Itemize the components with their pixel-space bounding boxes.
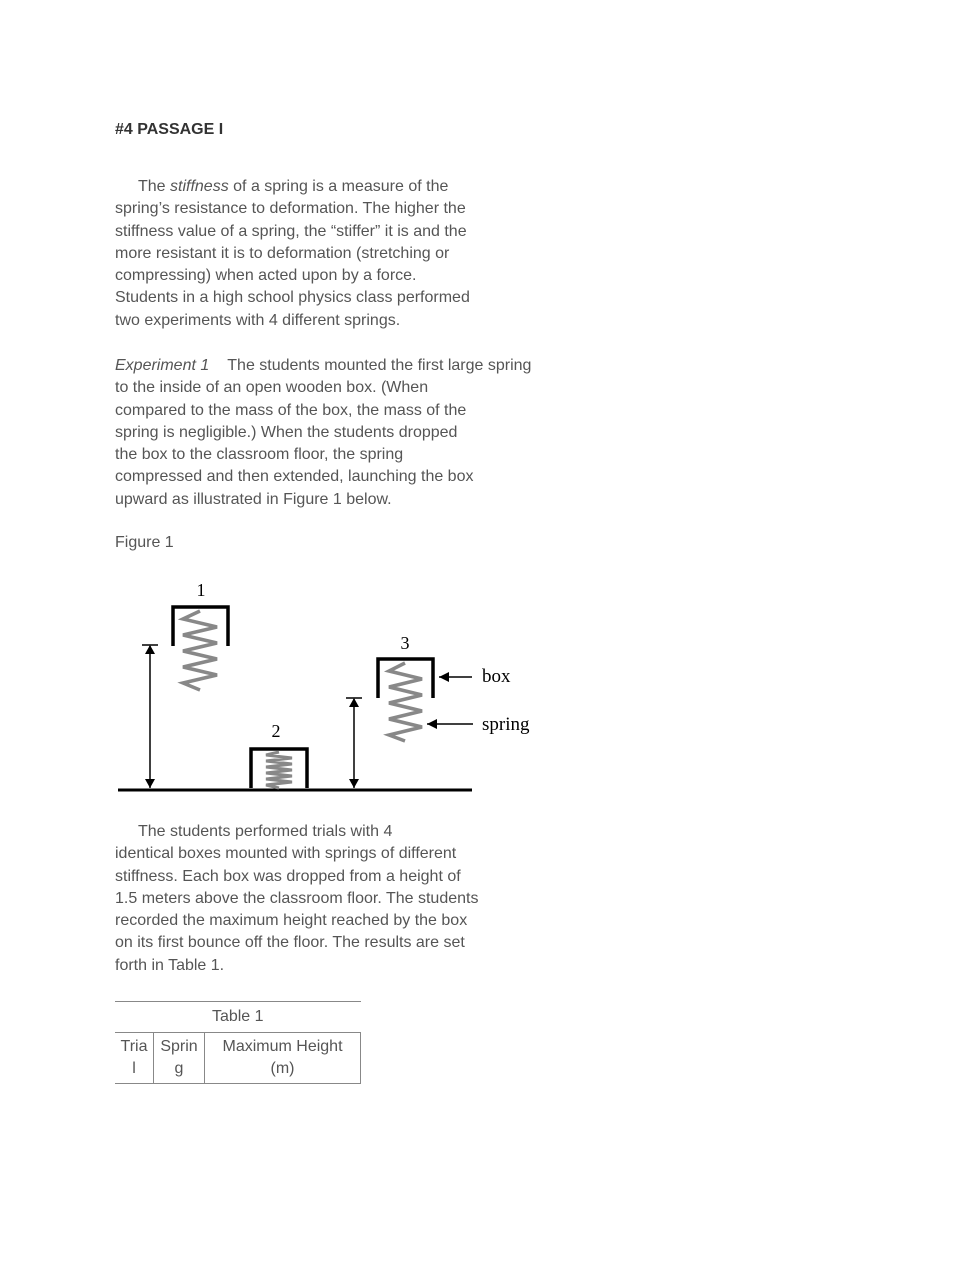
spring-pointer xyxy=(427,714,530,735)
experiment1-line-2: to the inside of an open wooden box. (When xyxy=(115,379,429,397)
header-spring: Sprin g xyxy=(154,1033,205,1084)
intro-line-2: spring’s resistance to deformation. The higher the xyxy=(115,200,466,218)
spring-extended-3 xyxy=(389,663,422,741)
experiment1-label: Experiment 1 xyxy=(115,357,210,374)
box-label: box xyxy=(482,666,511,687)
box-pointer xyxy=(439,666,511,687)
spring-compressed xyxy=(266,752,292,788)
experiment1-line-6: compressed and then extended, launching the box xyxy=(115,468,474,486)
intro-line-7: two experiments with 4 different springs. xyxy=(115,311,401,329)
table-1 xyxy=(115,1001,361,1084)
experiment1-line-3: compared to the mass of the box, the mass of the xyxy=(115,401,467,419)
experiment1-line-1: Experiment 1 The students mounted the first large spring xyxy=(115,357,532,374)
figure-caption: Figure 1 xyxy=(115,534,174,551)
box-position-2 xyxy=(251,721,307,788)
header-max-height: Maximum Height (m) xyxy=(205,1033,361,1084)
experiment1-paragraph xyxy=(115,355,531,511)
figure-1 xyxy=(115,570,555,805)
trials-line-6: on its first bounce off the floor. The results are set xyxy=(115,934,465,952)
spring-label: spring xyxy=(482,714,530,735)
box-position-1 xyxy=(173,580,228,690)
position-label-3: 3 xyxy=(400,633,410,653)
header-trial: Tria l xyxy=(115,1033,154,1084)
trials-line-1: The students performed trials with 4 xyxy=(138,823,393,840)
intro-paragraph xyxy=(115,176,470,332)
passage-heading: #4 PASSAGE I xyxy=(115,121,224,138)
experiment1-line-4: spring is negligible.) When the students dropped xyxy=(115,423,458,441)
drop-height-arrow xyxy=(142,645,158,788)
trials-line-4: 1.5 meters above the classroom floor. The students xyxy=(115,889,479,907)
intro-line-6: Students in a high school physics class performed xyxy=(115,289,470,307)
trials-line-2: identical boxes mounted with springs of different xyxy=(115,845,457,863)
box-position-3 xyxy=(378,633,433,741)
table-caption: Table 1 xyxy=(115,1002,361,1033)
stiffness-term: stiffness xyxy=(170,178,229,195)
intro-line-4: more resistant it is to deformation (stretching or xyxy=(115,244,450,262)
trials-line-5: recorded the maximum height reached by the box xyxy=(115,912,468,930)
position-label-2: 2 xyxy=(271,721,281,741)
experiment1-line-7: upward as illustrated in Figure 1 below. xyxy=(115,490,392,508)
spring-box-diagram xyxy=(115,570,555,800)
intro-line-1: The stiffness of a spring is a measure of the xyxy=(138,178,449,195)
trials-paragraph xyxy=(115,821,478,977)
table-header-row xyxy=(115,1033,361,1084)
bounce-height-arrow xyxy=(346,698,362,788)
intro-line-3: stiffness value of a spring, the “stiffer” it is and the xyxy=(115,222,467,240)
trials-line-3: stiffness. Each box was dropped from a height of xyxy=(115,867,461,885)
intro-line-5: compressing) when acted upon by a force. xyxy=(115,267,417,285)
trials-line-7: forth in Table 1. xyxy=(115,956,225,974)
experiment1-line-5: the box to the classroom floor, the spring xyxy=(115,446,404,464)
position-label-1: 1 xyxy=(196,580,206,600)
spring-extended-1 xyxy=(183,611,217,690)
